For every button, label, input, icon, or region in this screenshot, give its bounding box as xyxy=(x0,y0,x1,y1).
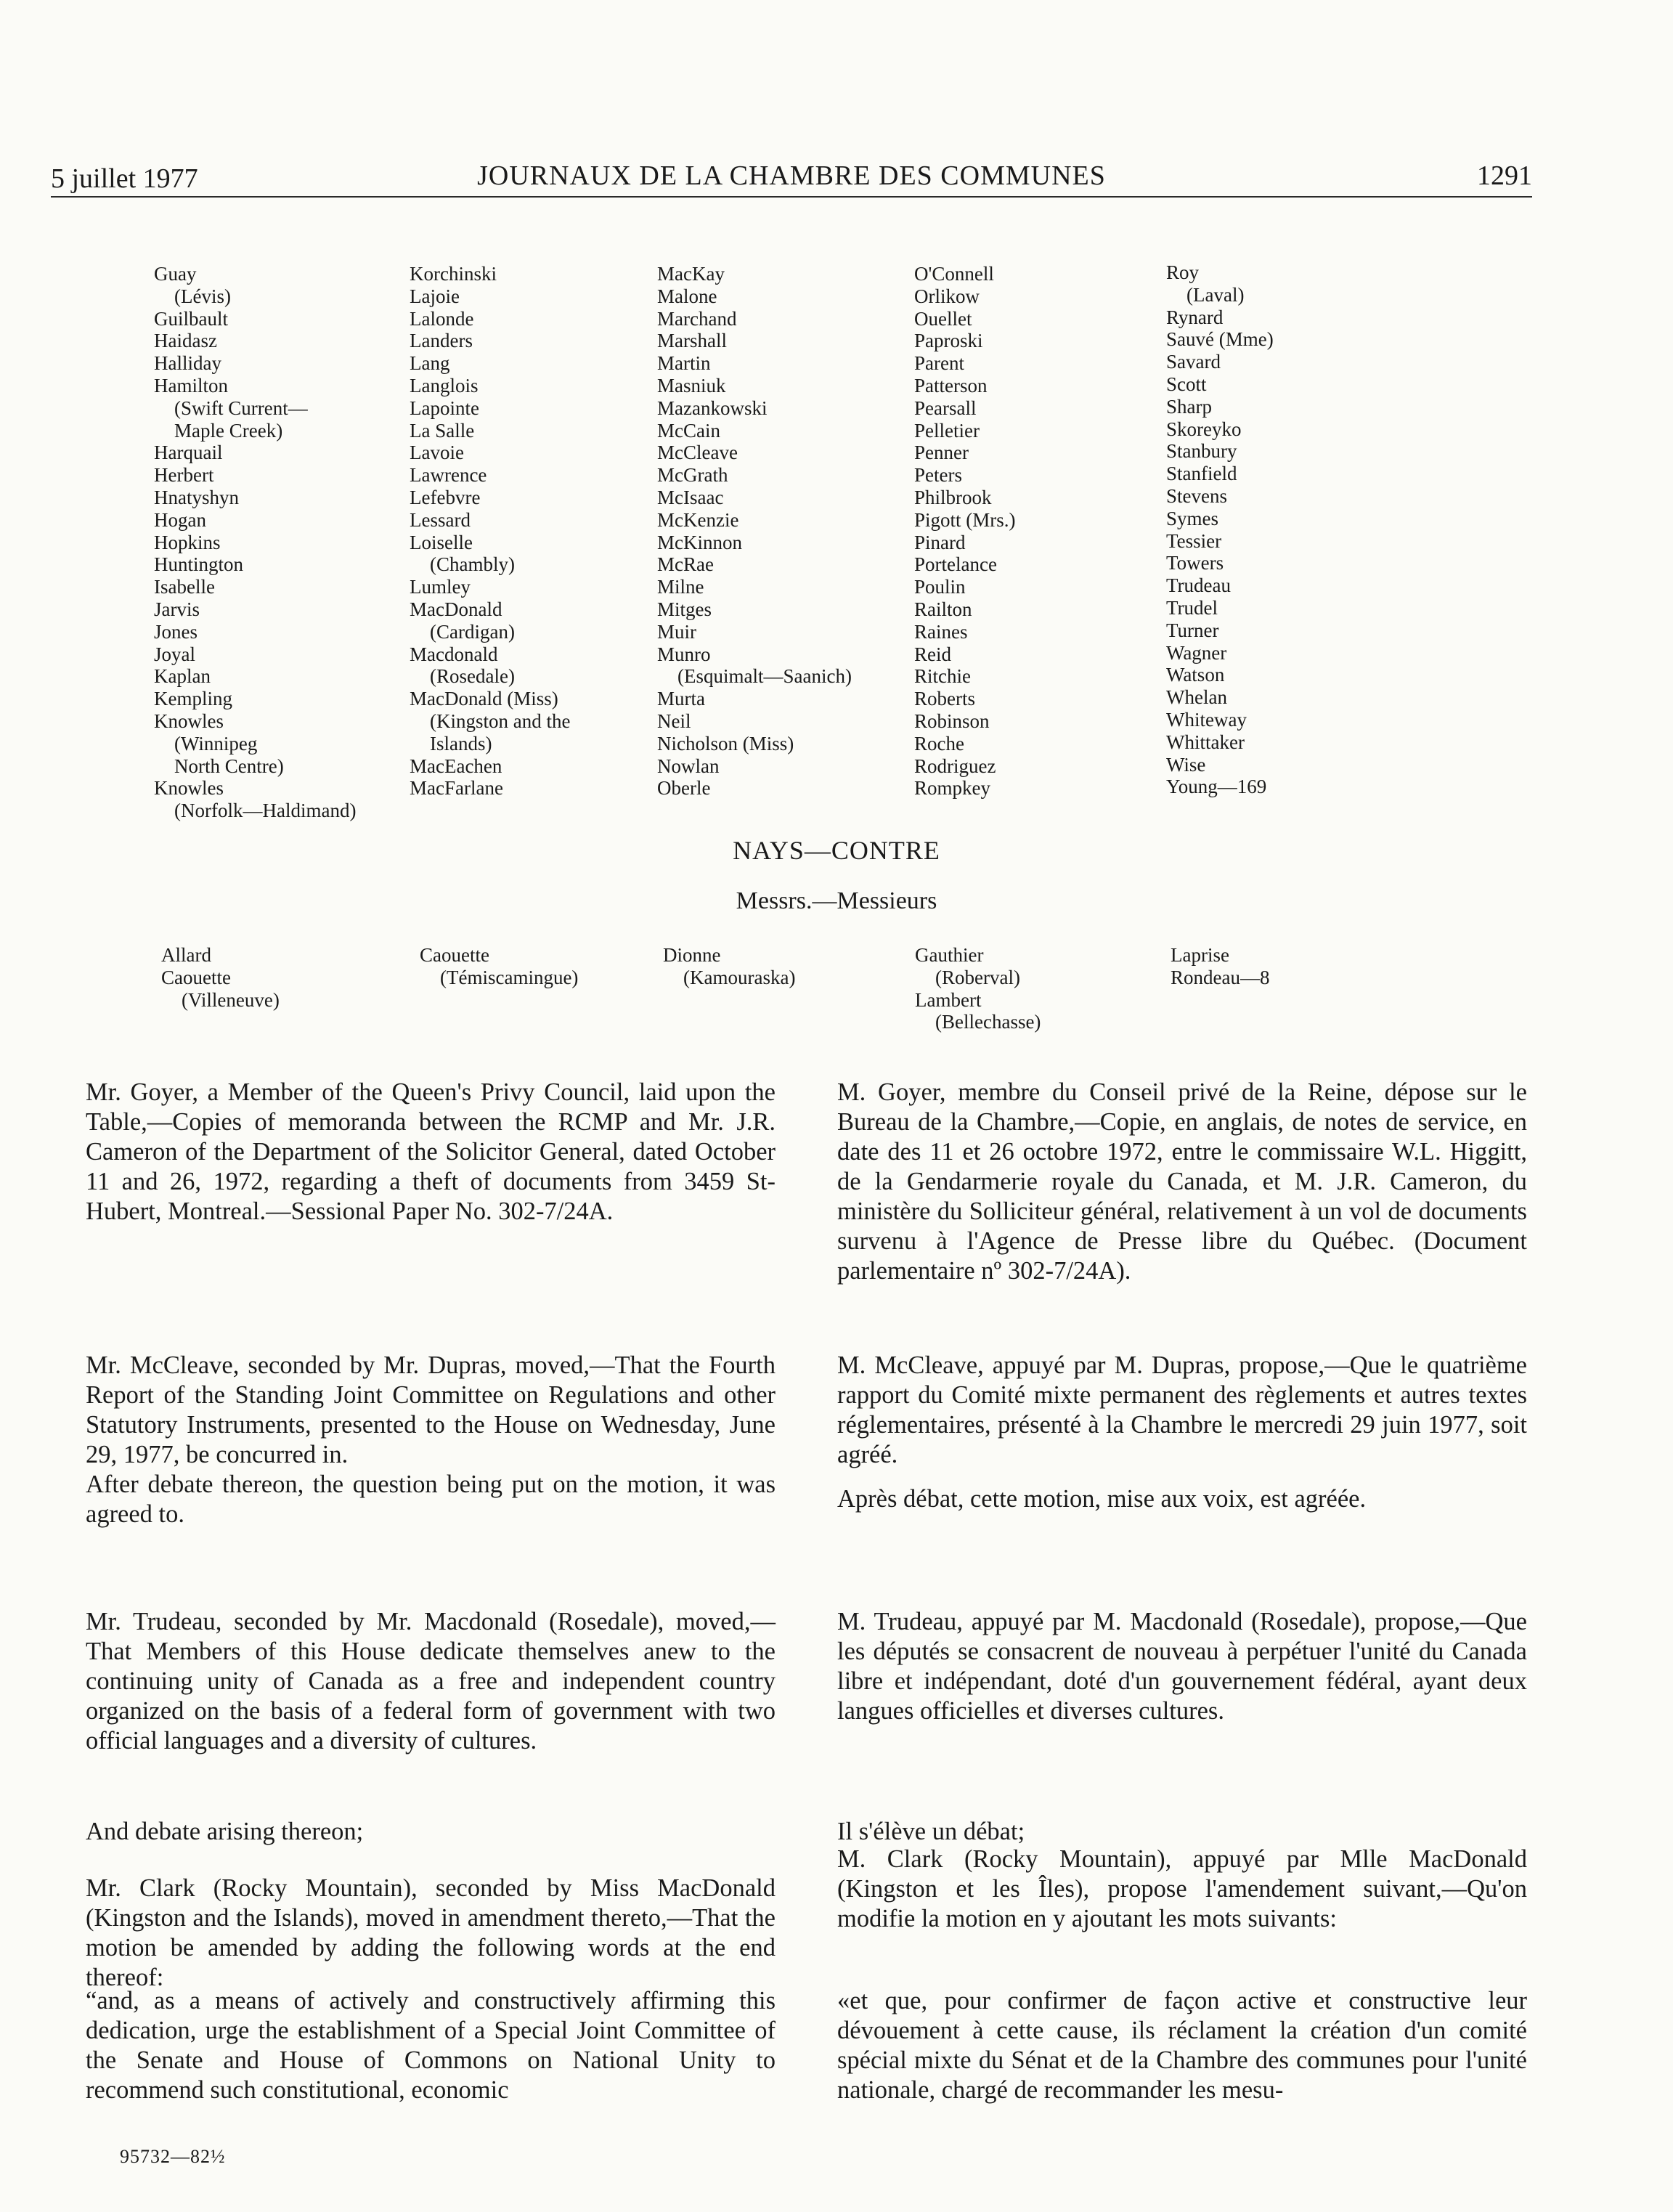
member-name: (Swift Current— xyxy=(174,397,308,419)
member-name: O'Connell xyxy=(914,263,994,285)
member-name: Scott xyxy=(1166,373,1207,395)
yeas-column-5 xyxy=(1166,261,1274,798)
member-name: Orlikow xyxy=(914,285,980,307)
member-name: Neil xyxy=(657,709,691,732)
member-name: (Bellechasse) xyxy=(935,1011,1041,1033)
member-name: Whiteway xyxy=(1166,708,1247,731)
page-number: 1291 xyxy=(1477,160,1532,191)
member-name: Murta xyxy=(657,688,705,710)
member-name: Huntington xyxy=(154,553,244,576)
english-paragraph-clark-amendment xyxy=(86,1874,776,1993)
member-name: Lavoie xyxy=(410,442,464,464)
member-name: Martin xyxy=(657,352,711,375)
member-name: McGrath xyxy=(657,464,728,487)
member-name: Rondeau—8 xyxy=(1171,966,1270,988)
member-name: Hnatyshyn xyxy=(154,486,239,508)
member-name: Roche xyxy=(914,732,964,755)
member-name: Turner xyxy=(1166,619,1219,641)
member-name: MacFarlane xyxy=(410,777,503,800)
member-name: Young—169 xyxy=(1166,776,1267,798)
member-name: Stanfield xyxy=(1166,463,1237,485)
member-name: McCleave xyxy=(657,442,738,464)
member-name: (Norfolk—Haldimand) xyxy=(174,800,357,822)
english-paragraph-trudeau-motion xyxy=(86,1607,776,1756)
english-paragraph-quote xyxy=(86,1986,776,2105)
member-name: Caouette xyxy=(161,966,231,988)
nays-column-3 xyxy=(663,944,795,989)
english-paragraph-text: After debate thereon, the question being put on the motion, it was agreed to. xyxy=(86,1471,776,1528)
member-name: McCain xyxy=(657,419,720,442)
member-name: (Esquimalt—Saanich) xyxy=(677,665,852,688)
member-name: Laprise xyxy=(1171,944,1229,966)
french-paragraph-sessional-paper xyxy=(837,1078,1527,1286)
member-name: MacEachen xyxy=(410,755,502,777)
member-name: Allard xyxy=(161,944,211,966)
english-paragraph-debate xyxy=(86,1817,776,1847)
french-paragraph-text: M. McCleave, appuyé par M. Dupras, propose,—Que le quatrième rapport du Comité mixte permanent des règlements et autres textes réglementaires, présenté à la Chambre le mercredi 29 juin 1977, soit agréé. xyxy=(837,1351,1527,1468)
member-name: Halliday xyxy=(154,352,221,375)
member-name: (Laval) xyxy=(1186,283,1245,306)
english-paragraph-agreed xyxy=(86,1470,776,1529)
member-name: Loiselle xyxy=(410,531,473,553)
member-name: Ritchie xyxy=(914,665,971,688)
member-name: Towers xyxy=(1166,552,1224,574)
member-name: Harquail xyxy=(154,442,223,464)
english-paragraph-text: “and, as a means of actively and constructively affirming this dedication, urge the establishment of a Special Joint Committee of the Senate and House of Commons on National Unity to recommend such constitutional, economic xyxy=(86,1987,776,2104)
member-name: Langlois xyxy=(410,374,479,397)
member-name: Rodriguez xyxy=(914,755,996,777)
french-paragraph-text: M. Trudeau, appuyé par M. Macdonald (Rosedale), propose,—Que les députés se consacrent de nouveau à perpétuer l'unité du Canada libre et indépendant, doté d'un gouvernement fédéral, ayant deux langues officielles et diverses cultures. xyxy=(837,1608,1527,1725)
member-name: Roberts xyxy=(914,688,975,710)
member-name: Haidasz xyxy=(154,330,217,352)
member-name: Tessier xyxy=(1166,529,1222,552)
nays-subheading: Messrs.—Messieurs xyxy=(736,887,937,914)
member-name: Knowles xyxy=(154,777,224,800)
yeas-column-4 xyxy=(914,263,1016,800)
member-name: Lambert xyxy=(915,988,982,1011)
member-name: Korchinski xyxy=(410,263,497,285)
member-name: Nowlan xyxy=(657,755,720,777)
member-name: Peters xyxy=(914,464,962,487)
member-name: Hogan xyxy=(154,508,206,531)
french-paragraph-text: Il s'élève un débat; xyxy=(837,1818,1025,1845)
page-header xyxy=(51,154,1532,198)
member-name: Pelletier xyxy=(914,419,980,442)
member-name: MacDonald (Miss) xyxy=(410,688,558,710)
member-name: Pinard xyxy=(914,531,966,553)
member-name: Dionne xyxy=(663,944,721,966)
journal-title: JOURNAUX DE LA CHAMBRE DES COMMUNES xyxy=(477,160,1106,191)
member-name: Watson xyxy=(1166,664,1225,686)
member-name: Joyal xyxy=(154,643,195,665)
member-name: Mazankowski xyxy=(657,397,768,419)
member-name: (Kingston and the xyxy=(430,709,571,732)
member-name: McRae xyxy=(657,553,714,576)
member-name: McIsaac xyxy=(657,486,724,508)
member-name: Knowles xyxy=(154,709,224,732)
english-paragraph-sessional-paper xyxy=(86,1078,776,1227)
english-paragraph-mccleave-motion xyxy=(86,1351,776,1470)
member-name: (Winnipeg xyxy=(174,732,258,755)
english-paragraph-text: Mr. Clark (Rocky Mountain), seconded by Miss MacDonald (Kingston and the Islands), moved in amendment thereto,—That the motion be amended by adding the following words at the end thereof: xyxy=(86,1874,776,1991)
member-name: Nicholson (Miss) xyxy=(657,732,794,755)
member-name: Herbert xyxy=(154,464,214,487)
nays-column-2 xyxy=(420,944,578,989)
yeas-column-3 xyxy=(657,263,852,800)
member-name: Wagner xyxy=(1166,641,1227,664)
member-name: McKinnon xyxy=(657,531,742,553)
member-name: McKenzie xyxy=(657,508,739,531)
english-paragraph-text: And debate arising thereon; xyxy=(86,1818,364,1845)
member-name: Lawrence xyxy=(410,464,487,487)
member-name: Guilbault xyxy=(154,307,228,330)
member-name: Whelan xyxy=(1166,686,1227,709)
member-name: Robinson xyxy=(914,709,990,732)
member-name: Caouette xyxy=(420,944,489,966)
member-name: (Roberval) xyxy=(935,966,1020,988)
member-name: Philbrook xyxy=(914,486,992,508)
member-name: Skoreyko xyxy=(1166,418,1242,440)
header-date: 5 juillet 1977 xyxy=(51,163,198,194)
french-paragraph-quote xyxy=(837,1986,1527,2105)
member-name: Malone xyxy=(657,285,717,307)
nays-column-4 xyxy=(915,944,1041,1033)
nays-column-1 xyxy=(161,944,280,1011)
member-name: Roy xyxy=(1166,261,1200,283)
member-name: Penner xyxy=(914,442,969,464)
french-paragraph-clark-amendment xyxy=(837,1845,1527,1934)
member-name: (Rosedale) xyxy=(430,665,515,688)
member-name: Lefebvre xyxy=(410,486,481,508)
member-name: Kempling xyxy=(154,688,232,710)
member-name: Lajoie xyxy=(410,285,460,307)
yeas-column-1 xyxy=(154,263,356,822)
english-paragraph-text: Mr. Trudeau, seconded by Mr. Macdonald (Rosedale), moved,—That Members of this House dedicate themselves anew to the continuing unity of Canada as a free and independent country organized on the basis of a federal form of government with two official languages and a diversity of cultures. xyxy=(86,1608,776,1754)
member-name: Maple Creek) xyxy=(174,419,283,442)
member-name: Muir xyxy=(657,620,696,643)
french-paragraph-text: Après débat, cette motion, mise aux voix, est agréée. xyxy=(837,1485,1367,1513)
member-name: Wise xyxy=(1166,753,1206,776)
member-name: Marchand xyxy=(657,307,737,330)
member-name: Oberle xyxy=(657,777,711,800)
member-name: Ouellet xyxy=(914,307,972,330)
member-name: Kaplan xyxy=(154,665,211,688)
french-paragraph-text: «et que, pour confirmer de façon active et constructive leur dévouement à cette cause, ils réclament la création d'un comité spécial mixte du Sénat et de la Chambre des communes pour l'unité nationale, chargé de recommander les mesu- xyxy=(837,1987,1527,2104)
member-name: Hopkins xyxy=(154,531,221,553)
french-paragraph-mccleave-motion xyxy=(837,1351,1527,1470)
member-name: Patterson xyxy=(914,374,988,397)
member-name: (Lévis) xyxy=(174,285,231,307)
member-name: La Salle xyxy=(410,419,475,442)
member-name: Lalonde xyxy=(410,307,474,330)
member-name: Raines xyxy=(914,620,968,643)
french-paragraph-text: M. Clark (Rocky Mountain), appuyé par Mlle MacDonald (Kingston et les Îles), propose l'amendement suivant,—Qu'on modifie la motion en y ajoutant les mots suivants: xyxy=(837,1845,1527,1932)
member-name: Landers xyxy=(410,330,473,352)
member-name: Milne xyxy=(657,576,704,598)
member-name: Guay xyxy=(154,263,197,285)
member-name: Macdonald xyxy=(410,643,498,665)
member-name: Symes xyxy=(1166,507,1219,529)
member-name: Reid xyxy=(914,643,951,665)
member-name: Isabelle xyxy=(154,576,215,598)
member-name: (Chambly) xyxy=(430,553,515,576)
footer-code: 95732—82½ xyxy=(120,2146,226,2167)
member-name: Islands) xyxy=(430,732,492,755)
english-paragraph-text: Mr. McCleave, seconded by Mr. Dupras, moved,—That the Fourth Report of the Standing Joint Committee on Regulations and other Statutory Instruments, presented to the House on Wednesday, June 29, 1977, be concurred in. xyxy=(86,1351,776,1468)
member-name: Trudeau xyxy=(1166,574,1232,597)
member-name: Poulin xyxy=(914,576,966,598)
member-name: MacDonald xyxy=(410,598,502,620)
member-name: Stanbury xyxy=(1166,440,1237,463)
member-name: Lang xyxy=(410,352,450,375)
member-name: MacKay xyxy=(657,263,725,285)
member-name: Savard xyxy=(1166,351,1221,373)
member-name: (Cardigan) xyxy=(430,620,515,643)
header-rule xyxy=(51,196,1532,198)
member-name: Lessard xyxy=(410,508,471,531)
french-paragraph-trudeau-motion xyxy=(837,1607,1527,1726)
member-name: Marshall xyxy=(657,330,727,352)
member-name: North Centre) xyxy=(174,755,284,777)
member-name: Lumley xyxy=(410,576,471,598)
member-name: Hamilton xyxy=(154,374,228,397)
member-name: Paproski xyxy=(914,330,983,352)
member-name: Rynard xyxy=(1166,306,1224,328)
member-name: Railton xyxy=(914,598,972,620)
member-name: Sauvé (Mme) xyxy=(1166,328,1274,351)
member-name: Stevens xyxy=(1166,484,1227,507)
member-name: Trudel xyxy=(1166,596,1218,619)
member-name: Masniuk xyxy=(657,374,726,397)
member-name: Jarvis xyxy=(154,598,200,620)
nays-heading: NAYS—CONTRE xyxy=(733,836,940,865)
member-name: Whittaker xyxy=(1166,731,1245,753)
member-name: Gauthier xyxy=(915,944,984,966)
member-name: (Témiscamingue) xyxy=(440,966,579,988)
member-name: Sharp xyxy=(1166,395,1212,418)
member-name: Parent xyxy=(914,352,964,375)
french-paragraph-debate xyxy=(837,1817,1527,1847)
member-name: Lapointe xyxy=(410,397,479,419)
english-paragraph-text: Mr. Goyer, a Member of the Queen's Privy Council, laid upon the Table,—Copies of memoranda between the RCMP and Mr. J.R. Cameron of the Department of the Solicitor General, dated October 11 and 26, 1972, regarding a theft of documents from 3459 St-Hubert, Montreal.—Sessional Paper No. 302-7/24A. xyxy=(86,1078,776,1225)
french-paragraph-agreed xyxy=(837,1484,1527,1514)
nays-column-5 xyxy=(1171,944,1269,989)
member-name: Mitges xyxy=(657,598,712,620)
french-paragraph-text: M. Goyer, membre du Conseil privé de la Reine, dépose sur le Bureau de la Chambre,—Copie, en anglais, de notes de service, en date des 11 et 26 octobre 1972, entre le commissaire W.L. Higgitt, de la Gendarmerie royale du Canada, et M. J.R. Cameron, du ministère du Solliciteur général, relativement à un vol de documents survenu à l'Agence de Presse libre du Québec. (Document parlementaire nº 302-7/24A). xyxy=(837,1078,1527,1285)
member-name: (Villeneuve) xyxy=(182,988,280,1011)
member-name: Munro xyxy=(657,643,711,665)
member-name: Portelance xyxy=(914,553,997,576)
member-name: Pigott (Mrs.) xyxy=(914,508,1016,531)
member-name: Rompkey xyxy=(914,777,990,800)
yeas-column-2 xyxy=(410,263,570,800)
member-name: Pearsall xyxy=(914,397,977,419)
member-name: (Kamouraska) xyxy=(683,966,796,988)
member-name: Jones xyxy=(154,620,198,643)
